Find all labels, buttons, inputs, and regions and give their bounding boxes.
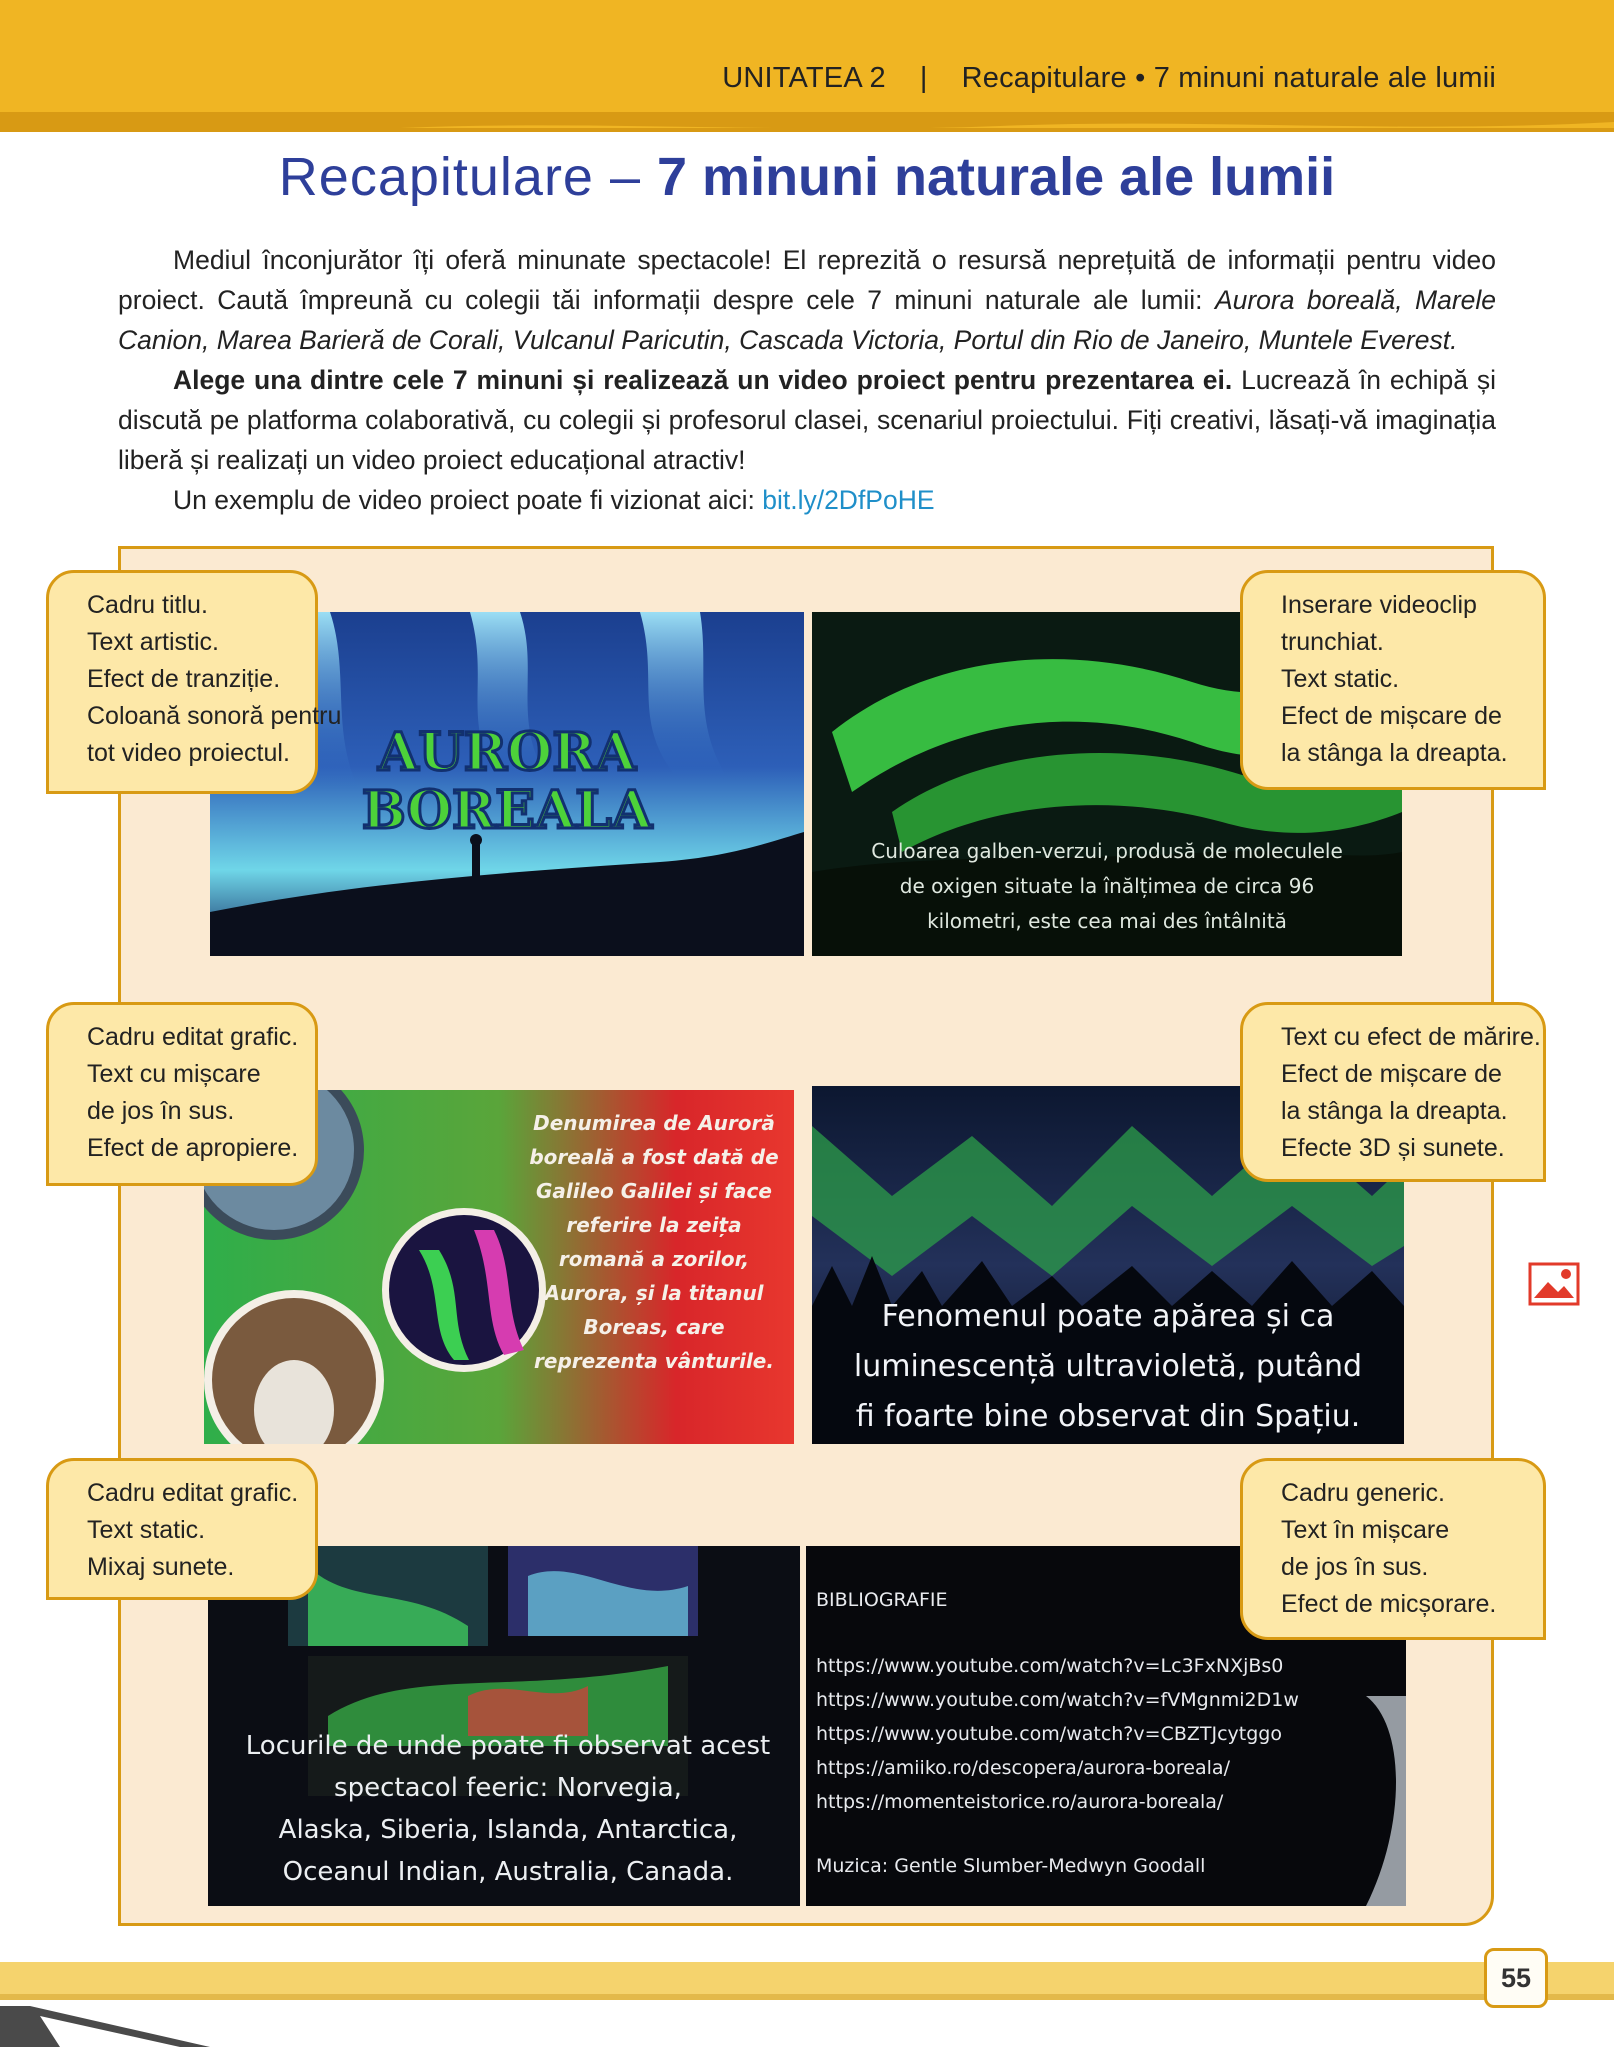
paragraph-1 (118, 240, 1496, 360)
bibliography-link-2[interactable]: https://www.youtube.com/watch?v=fVMgnmi2D1w (816, 1689, 1299, 1711)
aurora-collage (208, 1546, 800, 1906)
footer-line (0, 1994, 1614, 2000)
callout-1-line-3: Efect de tranziție. (87, 665, 281, 693)
callout-2-line-1: Inserare videoclip (1281, 591, 1477, 619)
callout-3-line-4: Efect de apropiere. (87, 1134, 299, 1162)
header-separator: | (919, 62, 928, 94)
callout-5-line-3: Mixaj sunete. (87, 1553, 235, 1581)
panel-2-line-3: kilometri, este cea mai des întâlnită (927, 909, 1287, 933)
callout-1-line-1: Cadru titlu. (87, 591, 208, 619)
callout-6-line-2: Text în mișcare (1281, 1516, 1450, 1544)
header-breadcrumb (722, 62, 1496, 95)
panel-5-line-1: Locurile de unde poate fi observat acest (245, 1731, 771, 1761)
p1-wonders-list: Aurora boreală, Marele Canion, Marea Barieră de Corali, Vulcanul Paricutin, Cascada Victoria, Portul din Rio de Janeiro, Muntele Everest. (118, 285, 1497, 355)
video-link[interactable]: bit.ly/2DfPoHE (762, 485, 935, 515)
paragraph-2 (118, 360, 1496, 480)
panel-5-line-3: Alaska, Siberia, Islanda, Antarctica, (278, 1815, 738, 1845)
p2-bold: Alege una dintre cele 7 minuni și realizează un video proiect pentru prezentarea ei. (173, 365, 1233, 395)
callout-5-line-2: Text static. (87, 1516, 206, 1544)
callout-zoom-text (1240, 1002, 1546, 1182)
panel-title-line-2: BOREALA (361, 780, 653, 841)
callout-3-line-3: de jos în sus. (87, 1097, 235, 1125)
panel-title-line-1: AURORA (378, 722, 636, 783)
panel-3-line-3: Galileo Galilei și face (536, 1179, 772, 1203)
panel-4-line-3: fi foarte bine observat din Spațiu. (855, 1399, 1361, 1434)
header-wave-decoration (0, 112, 1614, 142)
callout-graphic-edit-2 (46, 1458, 318, 1600)
callout-1-line-4: Coloană sonoră pentru (87, 702, 342, 730)
section-label: Recapitulare • 7 minuni naturale ale lumii (961, 62, 1496, 94)
callout-4-line-4: Efecte 3D și sunete. (1281, 1134, 1505, 1162)
title-light: Recapitulare – (278, 147, 658, 207)
callout-6-line-1: Cadru generic. (1281, 1479, 1445, 1507)
callout-1-line-5: tot video proiectul. (87, 739, 290, 767)
image-icon[interactable] (1528, 1262, 1580, 1306)
panel-5-line-2: spectacol feeric: Norvegia, (334, 1773, 682, 1803)
panel-2-line-2: de oxigen situate la înălțimea de circa 96 (899, 874, 1315, 898)
callout-generic-frame (1240, 1458, 1546, 1640)
callout-3-line-1: Cadru editat grafic. (87, 1023, 299, 1051)
footer-band (0, 1962, 1614, 1994)
bibliography-link-3[interactable]: https://www.youtube.com/watch?v=CBZTJcytggo (816, 1723, 1282, 1745)
title-bold: 7 minuni naturale ale lumii (657, 147, 1336, 207)
page-number: 55 (1484, 1948, 1548, 2008)
panel-3-line-7: Boreas, care (583, 1315, 725, 1339)
callout-1-line-2: Text artistic. (87, 628, 219, 656)
unit-label: UNITATEA 2 (722, 62, 886, 94)
panel-3-line-1: Denumirea de Auroră (533, 1111, 775, 1135)
intro-text (118, 240, 1496, 520)
callout-2-line-2: trunchiat. (1281, 628, 1384, 656)
callout-4-line-3: la stânga la dreapta. (1281, 1097, 1508, 1125)
callout-title-frame (46, 570, 342, 794)
callout-2-line-3: Text static. (1281, 665, 1400, 693)
callout-5-line-1: Cadru editat grafic. (87, 1479, 299, 1507)
bibliography-link-1[interactable]: https://www.youtube.com/watch?v=Lc3FxNXjBs0 (816, 1655, 1284, 1677)
callout-6-line-3: de jos în sus. (1281, 1553, 1429, 1581)
panel-3-line-5: romană a zorilor, (558, 1247, 750, 1271)
panel-3-line-8: reprezenta vânturile. (534, 1349, 774, 1373)
page-title (0, 146, 1614, 208)
callout-6-line-4: Efect de micșorare. (1281, 1590, 1497, 1618)
panel-5-line-4: Oceanul Indian, Australia, Canada. (282, 1857, 734, 1887)
p2-rest: Lucrează în echipă și discută pe platforma colaborativă, cu colegii și profesorul clasei, scenariul proiectului. Fiți creativi, lăsați-vă imaginația liberă și realizați un video proiect educațional atractiv! (118, 365, 1496, 475)
p3-text: Un exemplu de video proiect poate fi vizionat aici: (173, 485, 763, 515)
callout-4-line-2: Efect de mișcare de (1281, 1060, 1502, 1088)
panel-graphic-collage (208, 1546, 800, 1906)
panel-4-line-1: Fenomenul poate apărea și ca (881, 1299, 1335, 1334)
callout-video-clip (1240, 570, 1546, 790)
paragraph-3 (118, 480, 1496, 520)
callout-2-line-4: Efect de mișcare de (1281, 702, 1502, 730)
music-credit: Muzica: Gentle Slumber-Medwyn Goodall (816, 1855, 1206, 1877)
bibliography-heading: BIBLIOGRAFIE (816, 1589, 948, 1611)
bibliography-link-4[interactable]: https://amiiko.ro/descopera/aurora-boreala/ (816, 1757, 1230, 1779)
panel-3-line-4: referire la zeița (566, 1213, 742, 1237)
panel-3-line-6: Aurora, și la titanul (544, 1281, 764, 1305)
panel-3-line-2: boreală a fost dată de (529, 1145, 779, 1169)
panel-2-line-1: Culoarea galben-verzui, produsă de moleculele (871, 839, 1343, 863)
p1-intro: Mediul înconjurător îți oferă minunate spectacole! El reprezită o resursă neprețuită de informații pentru video proiect. Caută împreună cu colegii tăi informații despre cele 7 minuni naturale ale lumii: (118, 245, 1496, 315)
bibliography-link-5[interactable]: https://momenteistorice.ro/aurora-boreala/ (816, 1791, 1224, 1813)
callout-2-line-5: la stânga la dreapta. (1281, 739, 1508, 767)
callout-4-line-1: Text cu efect de mărire. (1281, 1023, 1541, 1051)
callout-3-line-2: Text cu mișcare (87, 1060, 261, 1088)
callout-graphic-edit-1 (46, 1002, 318, 1186)
corner-decoration (0, 2006, 220, 2047)
panel-4-line-2: luminescență ultravioletă, putând (853, 1349, 1363, 1384)
